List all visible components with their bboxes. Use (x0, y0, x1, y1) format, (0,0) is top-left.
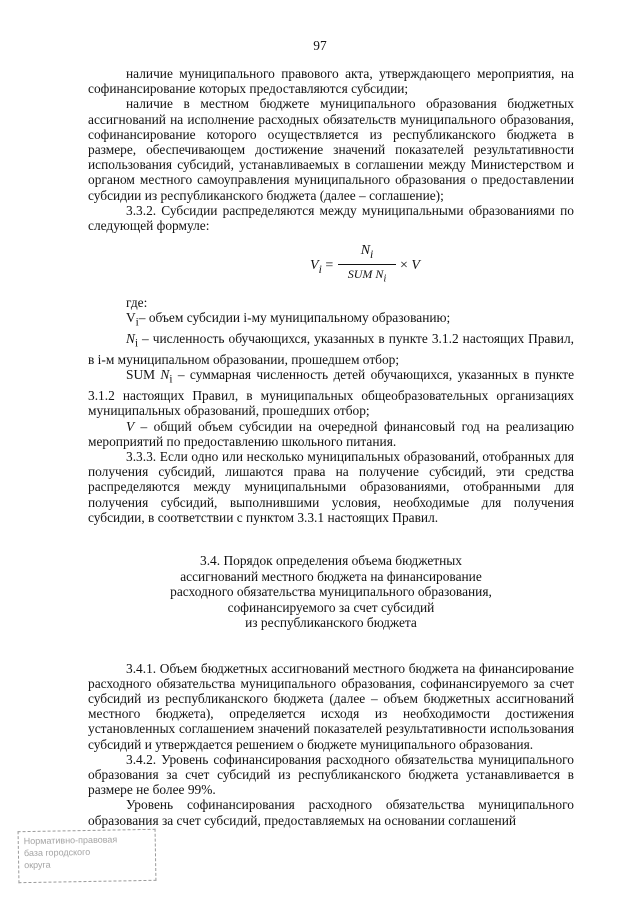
paragraph-3-3-3: 3.3.3. Если одно или несколько муниципальных образований, отобранных для получения субсидий, лишаются права на получение субсидий, эти средства распределяются между муниципальными образованиями, отобранными для получения субсидий, выполнившими условия, необходимые для получения субсидии, в соответствии с пунктом 3.3.1 настоящих Правил. (88, 449, 574, 525)
document-body (88, 66, 574, 828)
paragraph-cofinancing-level: Уровень софинансирования расходного обязательства муниципального образования за счет субсидий, предоставляемых на основании соглашений (88, 797, 574, 828)
section-title-line: софинансируемого за счет субсидий (227, 599, 435, 615)
definition-sum-ni: SUM $N_i$ – суммарная численность детей обучающихся, указанных в пункте 3.1.2 настоящих Правил, в муниципальных общеобразовательных организациях муниципальных образований, прошедших отбор; (88, 367, 575, 419)
formula-rhs: × V (400, 258, 420, 274)
section-title-line: из республиканского бюджета (245, 615, 417, 631)
definition-vi: $V_i-$ объем субсидии i-му муниципальному образованию; (126, 310, 451, 330)
stamp-line: округа (24, 859, 51, 871)
section-title-line: 3.4. Порядок определения объема бюджетных (200, 553, 462, 569)
definition-ni: $N_i$ – численность обучающихся, указанных в пункте 3.1.2 настоящих Правил, в i-м муниципальном образовании, прошедшем отбор; (88, 331, 574, 368)
section-3-4-title (88, 553, 574, 631)
formula-denominator: SUM $N_i$ (347, 267, 387, 285)
page-number: 97 (313, 38, 327, 53)
watermark-stamp (18, 829, 157, 883)
stamp-line: Нормативно-правовая (23, 834, 118, 847)
formula-lhs: $V_i$ = (310, 258, 334, 277)
stamp-line: база городского (23, 846, 91, 859)
formula-fraction (338, 242, 396, 287)
paragraph-budget-allocations: наличие в местном бюджете муниципального образования бюджетных ассигнований на исполнение расходных обязательств муниципального образования, софинансирование которого осуществляется из республиканского бюджета в размере, обеспечивающем достижение значений показателей результативности использования субсидий, устанавливаемых в соглашении между Министерством и органом местного самоуправления муниципального образования о предоставлении субсидии из республиканского бюджета (далее – соглашение); (88, 96, 574, 203)
fraction-bar (338, 264, 396, 265)
where-label: где: (126, 295, 148, 311)
distribution-formula (88, 233, 574, 295)
section-title-line: расходного обязательства муниципального образования, (170, 584, 492, 600)
paragraph-3-4-1: 3.4.1. Объем бюджетных ассигнований местного бюджета на финансирование расходного обязательства муниципального образования, софинансируемого за счет субсидий из республиканского бюджета (далее – объем бюджетных ассигнований местного бюджета), определяется исходя из необходимости достижения установленных соглашением значений показателей результативности использования субсидий и утверждается решением о бюджете муниципального образования. (88, 660, 574, 752)
paragraph-3-4-2: 3.4.2. Уровень софинансирования расходного обязательства муниципального образования за счет субсидий из республиканского бюджета устанавливается в размере не более 99%. (88, 751, 574, 798)
paragraph-legal-act: наличие муниципального правового акта, утверждающего мероприятия, на софинансирование которых предоставляются субсидии; (88, 66, 574, 97)
section-title-line: ассигнований местного бюджета на финансирование (180, 568, 482, 584)
formula-numerator: $N_i$ (360, 243, 374, 262)
paragraph-3-3-2: 3.3.2. Субсидии распределяются между муниципальными образованиями по следующей формуле: (88, 202, 574, 234)
definition-v: V – общий объем субсидии на очередной финансовый год на реализацию мероприятий по предоставлению школьного питания. (88, 418, 574, 449)
